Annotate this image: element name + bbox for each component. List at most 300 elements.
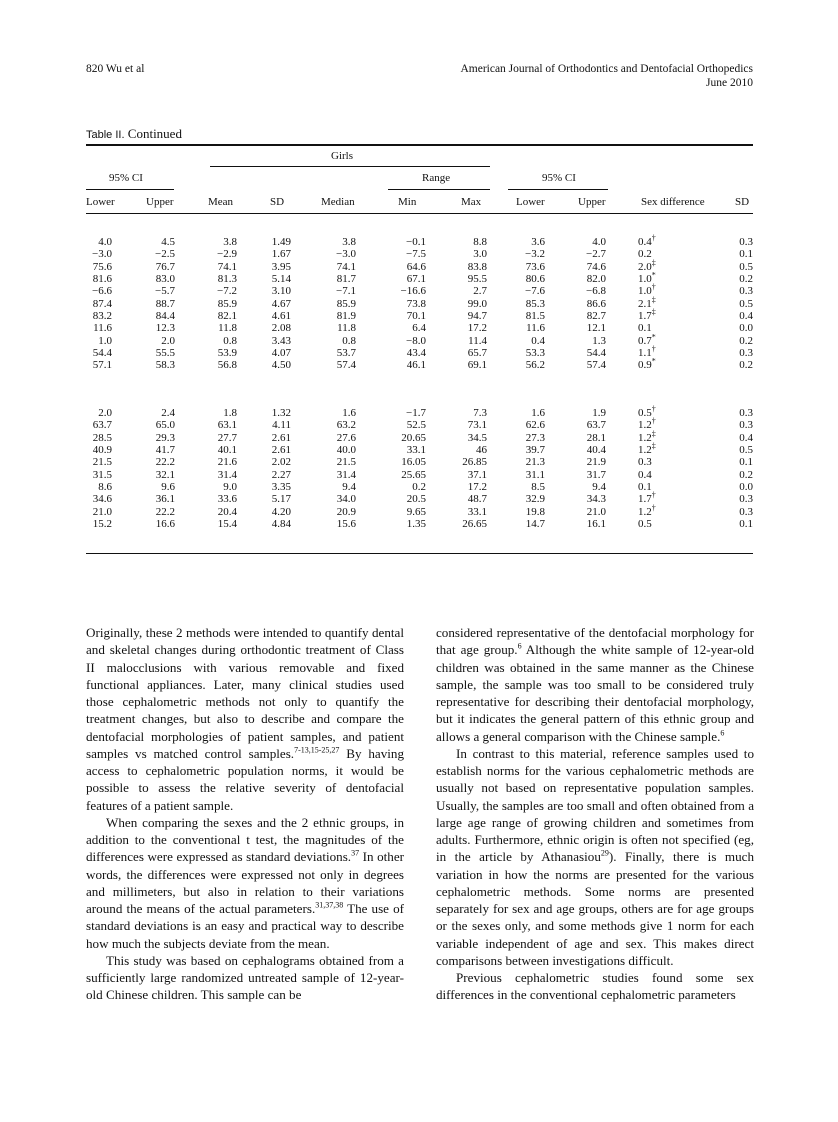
table-cell: 2.61 xyxy=(271,431,291,444)
significance-mark: * xyxy=(651,270,656,280)
table-cell: 0.0 xyxy=(739,481,753,494)
col-upper-1: Upper xyxy=(146,196,174,208)
table-cell: 0.4† xyxy=(638,233,656,248)
table-cell: 75.6 xyxy=(92,260,112,273)
table-cell: 11.4 xyxy=(468,334,487,347)
table-cell: 0.2 xyxy=(739,468,753,481)
table-cell: 17.2 xyxy=(467,481,487,494)
table-cell: 20.9 xyxy=(336,505,356,518)
table-cell: 0.3 xyxy=(739,285,753,298)
table-caption xyxy=(86,126,182,142)
table-cell: −6.6 xyxy=(92,285,112,298)
table-row xyxy=(86,456,753,468)
table-cell: 16.05 xyxy=(401,456,426,469)
text-run: The use of standard deviations is an easy and practical way to describe how much the subjects deviate from the mean. xyxy=(86,901,404,951)
table-cell: 34.3 xyxy=(586,493,606,506)
table-cell: 69.1 xyxy=(467,359,487,372)
table-cell: 0.5 xyxy=(739,444,753,457)
table-cell: 81.7 xyxy=(336,273,356,286)
table-cell: 31.4 xyxy=(217,468,237,481)
table-label: Table II. xyxy=(86,129,125,141)
table-cell: 81.3 xyxy=(217,273,237,286)
table-cell: 21.0 xyxy=(92,505,112,518)
table-cell: 0.5† xyxy=(638,404,656,419)
table-cell: 29.3 xyxy=(155,431,175,444)
table-cell: 39.7 xyxy=(525,444,545,457)
table-cell: 85.9 xyxy=(217,297,237,310)
table-cell: 27.7 xyxy=(217,431,237,444)
table-cell: 65.7 xyxy=(467,347,487,360)
text-run: In contrast to this material, reference samples used to establish norms for the various cephalometric methods are usually not based on representative population samples. Usually, the samples are too small and often obtained from a large age range of growing children and sometimes from adults. Furthermore, ethnic origin is often not specified (eg, in the article by Athanasiou xyxy=(436,745,754,865)
citation: 37 xyxy=(351,848,360,858)
table-cell: 9.4 xyxy=(592,481,606,494)
col-sd: SD xyxy=(270,196,285,208)
table-cell: 8.8 xyxy=(473,236,487,248)
table-cell: 54.4 xyxy=(92,347,112,360)
table-cell: 21.3 xyxy=(525,456,545,469)
table-cell: −3.0 xyxy=(92,248,112,261)
table-cell: 0.1 xyxy=(739,518,753,531)
table-cell: −7.2 xyxy=(217,285,237,298)
table-cell: 3.95 xyxy=(271,260,291,273)
significance-mark: † xyxy=(651,404,656,414)
table-cell: 16.6 xyxy=(155,518,175,531)
table-cell: 3.6 xyxy=(531,236,545,248)
table-cell: 1.1† xyxy=(638,344,656,360)
table-cell: 63.7 xyxy=(586,419,606,432)
table-cell: 46 xyxy=(476,444,487,457)
table-cell: 82.7 xyxy=(586,310,606,323)
table-cell: −7.1 xyxy=(336,285,356,298)
table-cell: 0.4 xyxy=(638,468,652,481)
girls-span-rule xyxy=(210,166,490,167)
table-cell: 21.9 xyxy=(586,456,606,469)
table-cell: 40.9 xyxy=(92,444,112,457)
paragraph xyxy=(436,624,754,745)
table-cell: 15.4 xyxy=(217,518,237,531)
table-cell: 53.3 xyxy=(525,347,545,360)
table-cell: −0.1 xyxy=(406,236,426,248)
table-cell: 1.2‡ xyxy=(638,441,656,457)
table-cell: 63.7 xyxy=(92,419,112,432)
table-cell: 83.0 xyxy=(155,273,175,286)
table-cell: 76.7 xyxy=(155,260,175,273)
data-table-group-1 xyxy=(86,233,753,372)
table-cell: 11.6 xyxy=(526,322,545,335)
table-cell: 14.7 xyxy=(525,518,545,531)
ci-left-rule xyxy=(86,189,174,190)
table-cell: 63.2 xyxy=(336,419,356,432)
table-cell: −5.7 xyxy=(155,285,175,298)
table-cell: 33.6 xyxy=(217,493,237,506)
table-cell: 1.9 xyxy=(592,407,606,419)
table-cell: 57.4 xyxy=(586,359,606,372)
col-mean: Mean xyxy=(208,196,234,208)
table-cell: 4.20 xyxy=(271,505,291,518)
table-row xyxy=(86,518,753,530)
table-cell: 73.8 xyxy=(406,297,426,310)
table-cell: 62.6 xyxy=(525,419,545,432)
body-column-right xyxy=(436,624,754,1004)
table-cell: 25.65 xyxy=(401,468,426,481)
table-cell: 33.1 xyxy=(406,444,426,457)
table-cell: 53.9 xyxy=(217,347,237,360)
table-cell: 57.1 xyxy=(92,359,112,372)
table-cell: 48.7 xyxy=(467,493,487,506)
table-cell: 0.4 xyxy=(739,431,753,444)
table-cell: 65.0 xyxy=(155,419,175,432)
table-cell: 4.0 xyxy=(98,236,112,248)
table-cell: 15.6 xyxy=(336,518,356,531)
table-cell: 0.4 xyxy=(531,334,545,347)
table-cell: 82.1 xyxy=(217,310,237,323)
col-sd-2: SD xyxy=(735,196,750,208)
table-cell: 0.5 xyxy=(638,518,652,531)
table-cell: 58.3 xyxy=(155,359,175,372)
table-cell: 73.6 xyxy=(525,260,545,273)
table-cell: 86.6 xyxy=(586,297,606,310)
table-cell: 1.49 xyxy=(271,236,291,248)
table-cell: 0.1 xyxy=(638,322,652,335)
table-cell: 33.1 xyxy=(467,505,487,518)
table-cell: 56.2 xyxy=(525,359,545,372)
table-cell: 27.3 xyxy=(525,431,545,444)
table-cell: 1.0† xyxy=(638,282,656,298)
table-cell: 0.4 xyxy=(739,310,753,323)
table-cell: 73.1 xyxy=(467,419,487,432)
table-cell: 26.65 xyxy=(462,518,487,531)
table-cell: 4.61 xyxy=(271,310,291,323)
table-cell: 74.1 xyxy=(217,260,237,273)
table-cell: 55.5 xyxy=(155,347,175,360)
ci-right-rule xyxy=(508,189,608,190)
header-bottom-rule xyxy=(86,213,753,214)
table-cell: 31.1 xyxy=(525,468,545,481)
table-cell: 0.3 xyxy=(739,505,753,518)
table-row xyxy=(86,444,753,456)
table-cell: 34.0 xyxy=(336,493,356,506)
table-cell: 0.9* xyxy=(638,356,656,372)
table-cell: 74.1 xyxy=(336,260,356,273)
table-cell: 54.4 xyxy=(586,347,606,360)
table-cell: 88.7 xyxy=(155,297,175,310)
table-cell: 1.3 xyxy=(592,334,606,347)
table-cell: 99.0 xyxy=(467,297,487,310)
table-cell: 0.3 xyxy=(739,407,753,419)
table-cell: 0.3 xyxy=(739,347,753,360)
table-cell: 2.08 xyxy=(271,322,291,335)
table-cell: 0.3 xyxy=(739,236,753,248)
table-cell: 1.2† xyxy=(638,416,656,432)
table-cell: 27.6 xyxy=(336,431,356,444)
significance-mark: * xyxy=(651,332,656,342)
table-cell: 1.32 xyxy=(271,407,291,419)
table-cell: 95.5 xyxy=(467,273,487,286)
table-cell: 0.3 xyxy=(638,456,652,469)
text-run: In other words, the differences were expressed not only in degrees and millimeters, but also in relation to their variations around the means of the actual parameters. xyxy=(86,849,405,916)
table-cell: 15.2 xyxy=(92,518,112,531)
table-cell: 36.1 xyxy=(155,493,175,506)
table-cell: 21.0 xyxy=(586,505,606,518)
table-cell: 63.1 xyxy=(217,419,237,432)
table-cell: 3.8 xyxy=(223,236,237,248)
table-cell: 4.11 xyxy=(272,419,291,432)
body-column-left xyxy=(86,624,404,1004)
significance-mark: † xyxy=(651,490,656,500)
table-cell: 82.0 xyxy=(586,273,606,286)
table-cell: 34.5 xyxy=(467,431,487,444)
table-cell: 57.4 xyxy=(336,359,356,372)
table-cell: 0.3 xyxy=(739,493,753,506)
table-cell: 56.8 xyxy=(217,359,237,372)
table-cell: 0.2 xyxy=(739,273,753,286)
table-cell: −1.7 xyxy=(406,407,426,419)
ci-left-header: 95% CI xyxy=(109,172,143,184)
table-cell: 11.8 xyxy=(337,322,356,335)
paragraph xyxy=(86,624,404,814)
table-cell: 4.07 xyxy=(271,347,291,360)
table-cell: 2.4 xyxy=(161,407,175,419)
table-cell: 0.2 xyxy=(412,481,426,494)
table-cell: 0.8 xyxy=(223,334,237,347)
table-cell: 2.1‡ xyxy=(638,295,656,310)
table-cell: 21.5 xyxy=(92,456,112,469)
table-cell: 94.7 xyxy=(467,310,487,323)
table-cell: −6.8 xyxy=(586,285,606,298)
table-cell: 0.5 xyxy=(739,297,753,310)
table-cell: 9.65 xyxy=(406,505,426,518)
table-cell: 1.2† xyxy=(638,503,656,518)
table-cell: 85.9 xyxy=(336,297,356,310)
table-cell: 7.3 xyxy=(473,407,487,419)
table-cell: 0.1 xyxy=(638,481,652,494)
table-cell: 22.2 xyxy=(155,456,175,469)
table-bottom-rule xyxy=(86,553,753,554)
paragraph: Previous cephalometric studies found some sex differences in the conventional cephalometric parameters xyxy=(436,970,754,1003)
table-cell: 1.8 xyxy=(223,407,237,419)
significance-mark: ‡ xyxy=(651,258,656,268)
table-cell: 1.0* xyxy=(638,270,656,286)
col-sex-difference: Sex difference xyxy=(641,196,705,208)
table-cell: 3.35 xyxy=(271,481,291,494)
text-run: Originally, these 2 methods were intended to quantify dental and skeletal changes during orthodontic treatment of Class II malocclusions with various removable and fixed functional appliances. Later, many clinical studies used those cephalometric methods not only to quantify the treatment changes, but also to describe and compare the dentofacial morphologies of patient samples, and patient samples vs matched control samples. xyxy=(86,625,404,761)
range-rule xyxy=(388,189,490,190)
table-cell: 5.17 xyxy=(271,493,291,506)
table-cell: 20.65 xyxy=(401,431,426,444)
table-cell: 9.4 xyxy=(342,481,356,494)
table-cell: 3.10 xyxy=(271,285,291,298)
table-cell: 74.6 xyxy=(586,260,606,273)
table-cell: 5.14 xyxy=(271,273,291,286)
significance-mark: † xyxy=(651,233,656,243)
journal-date: June 2010 xyxy=(706,77,753,89)
table-cell: 46.1 xyxy=(406,359,426,372)
table-cell: 4.67 xyxy=(271,297,291,310)
citation: 7-13,15-25,27 xyxy=(294,745,340,755)
table-cell: 1.6 xyxy=(531,407,545,419)
data-table-group-2 xyxy=(86,404,753,531)
table-cell: 34.6 xyxy=(92,493,112,506)
significance-mark: ‡ xyxy=(651,307,656,317)
table-cell: 0.2 xyxy=(638,248,652,261)
text-run: ). Finally, there is much variation in how the norms are presented for the various cephalometric methods. Some norms are presented separately for sex and age groups, others are for age groups or the sexes only, and some methods give 1 norm for each variable independent of age and sex. This makes direct comparisons between investigations difficult. xyxy=(436,849,754,968)
col-upper-2: Upper xyxy=(578,196,606,208)
table-cell: 64.6 xyxy=(406,260,426,273)
table-cell: 17.2 xyxy=(467,322,487,335)
ci-right-header: 95% CI xyxy=(542,172,576,184)
table-cell: 8.6 xyxy=(98,481,112,494)
table-cell: 3.0 xyxy=(473,248,487,261)
table-cell: 1.2‡ xyxy=(638,429,656,444)
table-cell: 2.27 xyxy=(271,468,291,481)
table-cell: 87.4 xyxy=(92,297,112,310)
table-cell: −3.0 xyxy=(336,248,356,261)
table-cell: 40.0 xyxy=(336,444,356,457)
table-cell: 11.8 xyxy=(218,322,237,335)
citation: 6 xyxy=(720,728,725,738)
table-cell: −2.5 xyxy=(155,248,175,261)
table-cell: 2.0‡ xyxy=(638,258,656,273)
table-cell: 12.3 xyxy=(155,322,175,335)
table-cell: −2.7 xyxy=(586,248,606,261)
table-cell: 1.35 xyxy=(406,518,426,531)
significance-mark: † xyxy=(651,503,656,513)
range-header: Range xyxy=(422,172,451,184)
table-cell: 53.7 xyxy=(336,347,356,360)
table-cell: 85.3 xyxy=(525,297,545,310)
table-cell: 26.85 xyxy=(462,456,487,469)
table-cell: 52.5 xyxy=(406,419,426,432)
table-cell: 2.0 xyxy=(161,334,175,347)
table-cell: 4.50 xyxy=(271,359,291,372)
table-cell: 0.1 xyxy=(739,248,753,261)
table-cell: −8.0 xyxy=(406,334,426,347)
significance-mark: ‡ xyxy=(651,295,656,305)
table-cell: 0.7* xyxy=(638,332,656,347)
table-cell: 81.9 xyxy=(336,310,356,323)
table-cell: 43.4 xyxy=(406,347,426,360)
citation: 6 xyxy=(517,641,522,651)
significance-mark: † xyxy=(651,416,656,426)
table-cell: 3.8 xyxy=(342,236,356,248)
significance-mark: † xyxy=(651,344,656,354)
table-cell: 4.0 xyxy=(592,236,606,248)
table-cell: 8.5 xyxy=(531,481,545,494)
table-cell: 1.7‡ xyxy=(638,307,656,323)
col-median: Median xyxy=(321,196,355,208)
table-cell: 31.4 xyxy=(336,468,356,481)
table-cell: 19.8 xyxy=(525,505,545,518)
table-cell: 1.7† xyxy=(638,490,656,506)
table-caption-text: Continued xyxy=(127,126,182,141)
table-cell: 81.5 xyxy=(525,310,545,323)
paragraph xyxy=(436,745,754,969)
table-cell: −7.5 xyxy=(406,248,426,261)
table-cell: 3.43 xyxy=(271,334,291,347)
table-cell: 32.1 xyxy=(155,468,175,481)
table-cell: 2.0 xyxy=(98,407,112,419)
table-cell: −7.6 xyxy=(525,285,545,298)
table-cell: 0.8 xyxy=(342,334,356,347)
paragraph: This study was based on cephalograms obtained from a sufficiently large randomized untreated sample of 12-year-old Chinese children. This sample can be xyxy=(86,952,404,1003)
table-cell: 0.2 xyxy=(739,334,753,347)
table-cell: 84.4 xyxy=(155,310,175,323)
citation: 31,37,38 xyxy=(315,900,344,910)
journal-title: American Journal of Orthodontics and Dentofacial Orthopedics xyxy=(460,63,753,75)
table-cell: 21.5 xyxy=(336,456,356,469)
significance-mark: ‡ xyxy=(651,429,656,439)
table-cell: 21.6 xyxy=(217,456,237,469)
girls-group-header: Girls xyxy=(331,150,353,162)
table-cell: 9.6 xyxy=(161,481,175,494)
paragraph xyxy=(86,814,404,952)
text-run: considered representative of the dentofacial morphology for that age group. xyxy=(436,625,754,658)
table-cell: 6.4 xyxy=(412,322,426,335)
table-cell: 81.6 xyxy=(92,273,112,286)
significance-mark: † xyxy=(651,282,656,292)
table-cell: 2.02 xyxy=(271,456,291,469)
table-cell: 2.61 xyxy=(271,444,291,457)
table-cell: 11.6 xyxy=(93,322,112,335)
page-author-header: 820 Wu et al xyxy=(86,63,145,75)
table-cell: 0.2 xyxy=(739,359,753,372)
table-cell: 0.1 xyxy=(739,456,753,469)
journal-header xyxy=(460,62,753,90)
table-cell: 20.4 xyxy=(217,505,237,518)
table-cell: −3.2 xyxy=(525,248,545,261)
table-cell: −2.9 xyxy=(217,248,237,261)
table-cell: 0.5 xyxy=(739,260,753,273)
table-cell: 40.4 xyxy=(586,444,606,457)
col-max: Max xyxy=(461,196,482,208)
table-cell: 2.7 xyxy=(473,285,487,298)
table-cell: 83.2 xyxy=(92,310,112,323)
text-run: When comparing the sexes and the 2 ethnic groups, in addition to the conventional t test, the magnitudes of the differences were expressed as standard deviations. xyxy=(86,814,404,865)
table-cell: 1.67 xyxy=(271,248,291,261)
significance-mark: * xyxy=(651,356,656,366)
table-row xyxy=(86,506,753,518)
col-min: Min xyxy=(398,196,417,208)
table-cell: 83.8 xyxy=(467,260,487,273)
table-cell: 31.7 xyxy=(586,468,606,481)
table-cell: 4.5 xyxy=(161,236,175,248)
table-top-rule xyxy=(86,144,753,146)
table-cell: 31.5 xyxy=(92,468,112,481)
table-cell: 70.1 xyxy=(406,310,426,323)
text-run: By having access to cephalometric population norms, it would be possible to assess the relative severity of dentofacial features of a patient sample. xyxy=(86,745,404,813)
text-run: Although the white sample of 12-year-old children was obtained in the same manner as the Chinese sample, the sample was too small to be considered truly representative for describing their dentofacial morphology, but it indicates the general pattern of this ethnic group and allows a general comparison with the Chinese sample. xyxy=(436,642,754,744)
table-cell: 37.1 xyxy=(467,468,487,481)
citation: 29 xyxy=(600,848,609,858)
table-cell: 12.1 xyxy=(586,322,606,335)
table-cell: 32.9 xyxy=(525,493,545,506)
table-cell: 28.5 xyxy=(92,431,112,444)
table-row xyxy=(86,310,753,322)
table-row xyxy=(86,236,753,248)
table-cell: 1.0 xyxy=(98,334,112,347)
table-cell: −16.6 xyxy=(400,285,426,298)
table-cell: 41.7 xyxy=(155,444,175,457)
table-cell: 28.1 xyxy=(586,431,606,444)
table-cell: 9.0 xyxy=(223,481,237,494)
significance-mark: ‡ xyxy=(651,441,656,451)
table-cell: 80.6 xyxy=(525,273,545,286)
table-cell: 67.1 xyxy=(406,273,426,286)
table-cell: 0.0 xyxy=(739,322,753,335)
table-row xyxy=(86,469,753,481)
col-lower-1: Lower xyxy=(86,196,115,208)
table-row xyxy=(86,359,753,371)
